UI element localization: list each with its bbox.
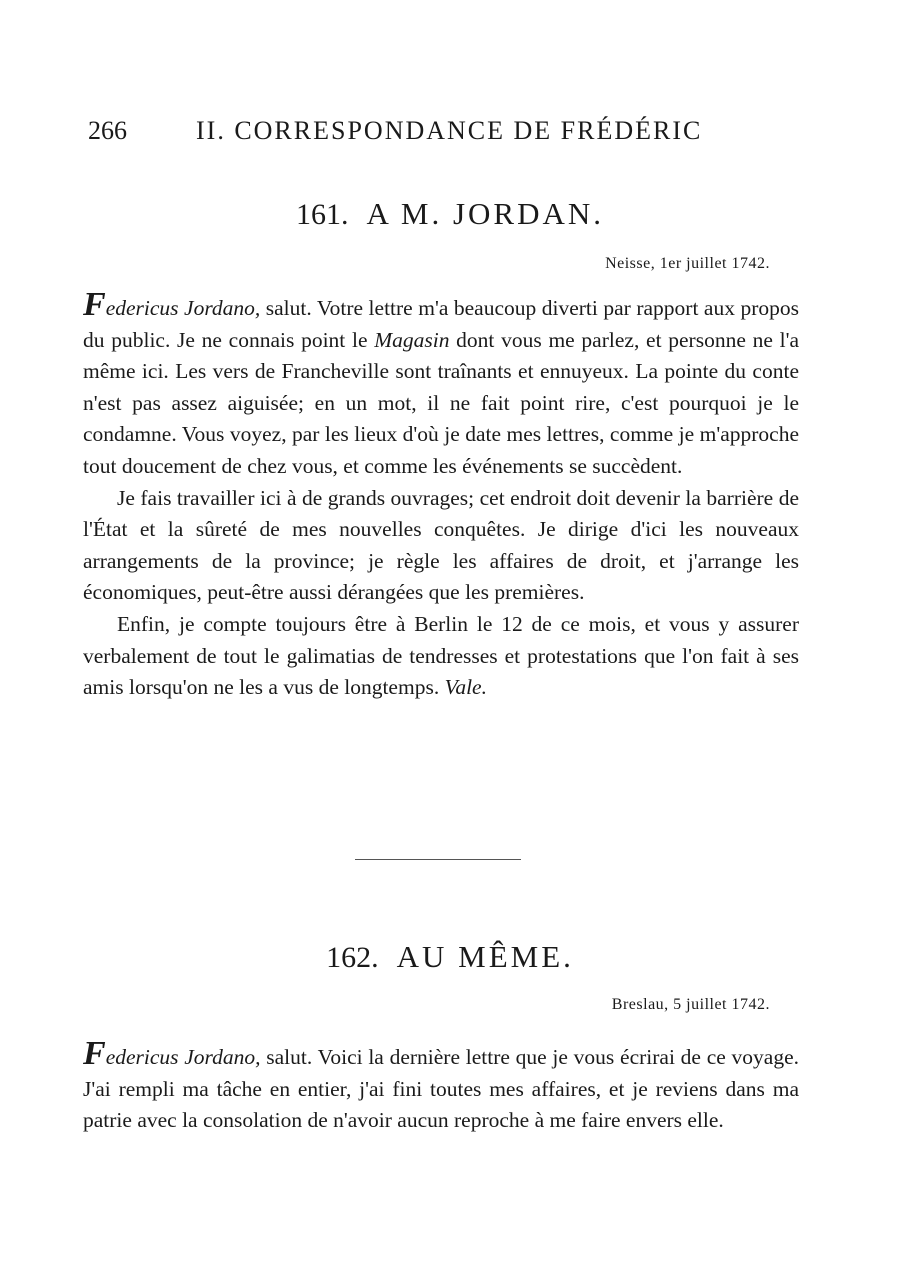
letter-number: 162.: [326, 941, 379, 974]
paragraph: [83, 609, 799, 704]
running-header: [88, 116, 808, 146]
running-title: II. CORRESPONDANCE DE FRÉDÉRIC: [196, 116, 703, 145]
letter-body: [83, 288, 799, 704]
paragraph-text: salut. Voici la dernière lettre que je vous écrirai de ce voyage. J'ai rempli ma tâche en entier, j'ai fini toutes mes affaires, et je reviens dans ma patrie avec la consolation de n'avoir aucun reproche à me faire envers elle.: [83, 1045, 799, 1133]
paragraph-text: Enfin, je compte toujours être à Berlin le 12 de ce mois, et vous y assurer verbalement de tout le galimatias de tendresses et protestations que l'on fait à ses amis lorsqu'on ne les a vus de longtemps.: [83, 611, 799, 700]
paragraph-text: salut. Votre lettre m'a beaucoup diverti par rapport aux propos du public. Je ne connais point le: [83, 296, 799, 352]
paragraph-text: Je fais travailler ici à de grands ouvrages; cet endroit doit devenir la barrière de l'État et la sûreté de mes nouvelles conquêtes. Je dirige d'ici les nouveaux arrangements de la province; je règle les affaires de droit, et j'arrange les économiques, peut-être aussi dérangées que les premières.: [83, 485, 799, 605]
italic-title: Magasin: [374, 327, 450, 352]
paragraph: [83, 288, 799, 483]
salutation: edericus Jordano,: [105, 296, 261, 320]
letter-title: [0, 196, 900, 232]
paragraph: [83, 1037, 799, 1137]
letter-heading: AU MÊME.: [396, 939, 574, 974]
closing-word: Vale.: [444, 675, 487, 700]
paragraph: [83, 483, 799, 609]
salutation: edericus Jordano,: [105, 1045, 261, 1069]
section-divider: [355, 859, 521, 860]
drop-cap: F: [83, 1035, 106, 1072]
letter-number: 161.: [295, 198, 349, 231]
drop-cap: F: [83, 286, 106, 323]
dateline: Breslau, 5 juillet 1742.: [611, 996, 770, 1013]
paragraph-text: dont vous me parlez, et personne ne l'a même ici. Les vers de Francheville sont traînants et ennuyeux. La pointe du conte n'est pas assez aiguisée; en un mot, il ne fait point rire, c'est pourquoi je le condamne. Vous voyez, par les lieux d'où je date mes lettres, comme je m'approche tout doucement de chez vous, et comme les événements se succèdent.: [83, 327, 799, 478]
dateline: Neisse, 1er juillet 1742.: [605, 255, 770, 272]
letter-body: [83, 1037, 799, 1137]
page-number: 266: [88, 116, 127, 145]
letter-heading: A M. JORDAN.: [366, 196, 605, 231]
letter-title: [0, 939, 900, 975]
